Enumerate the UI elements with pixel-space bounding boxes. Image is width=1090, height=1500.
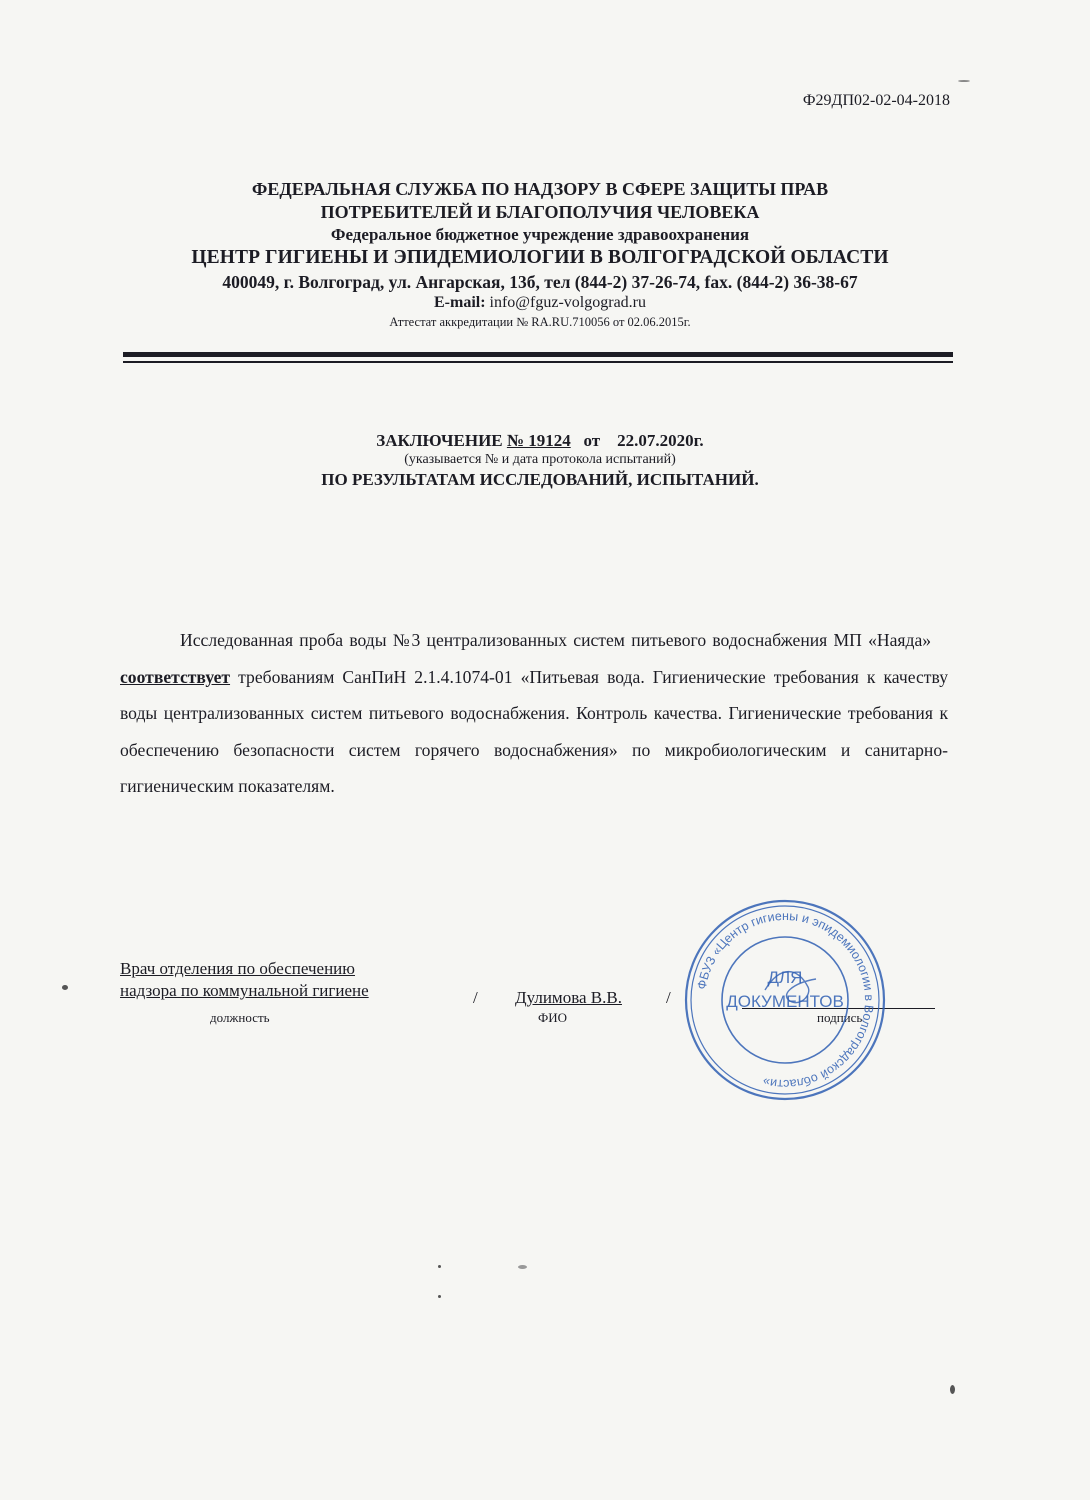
- caption-position: должность: [210, 1010, 270, 1025]
- accreditation-line: Аттестат аккредитации № RA.RU.710056 от 02.06.2015г.: [389, 314, 691, 329]
- stamp-seal: [680, 895, 890, 1105]
- header-divider-thin: [123, 361, 953, 363]
- scan-speck: [438, 1265, 441, 1268]
- institution-type: Федеральное бюджетное учреждение здравоохранения: [330, 225, 750, 245]
- conclusion-heading: [120, 430, 960, 451]
- signer-position-line-2: надзора по коммунальной гигиене: [120, 981, 369, 1000]
- stamp-ring-text: ФБУЗ «Центр гигиены и эпидемиологии в Волгоградской области»: [694, 908, 877, 1092]
- email-line: [120, 293, 960, 313]
- conclusion-title: [120, 430, 960, 490]
- scan-speck: [958, 80, 970, 82]
- signer-position: [120, 958, 369, 1002]
- signature-separator-1: /: [473, 988, 478, 1007]
- center-name: ЦЕНТР ГИГИЕНЫ И ЭПИДЕМИОЛОГИИ В ВОЛГОГРАДСКОЙ ОБЛАСТИ: [191, 246, 889, 268]
- signer-name: Дулимова В.В.: [515, 988, 622, 1007]
- stamp-center-line-1: ДЛЯ: [767, 968, 803, 987]
- agency-line-2: ПОТРЕБИТЕЛЕЙ И БЛАГОПОЛУЧИЯ ЧЕЛОВЕКА: [320, 202, 760, 223]
- conclusion-subtitle: ПО РЕЗУЛЬТАТАМ ИССЛЕДОВАНИЙ, ИСПЫТАНИЙ.: [321, 469, 759, 489]
- conclusion-number: № 19124: [506, 431, 571, 450]
- signature-separator-2: /: [666, 988, 671, 1007]
- header-divider-thick: [123, 352, 953, 357]
- conclusion-note: (указывается № и дата протокола испытаний): [404, 452, 676, 468]
- email-label: E-mail:: [433, 294, 486, 312]
- caption-signature: подпись: [817, 1010, 863, 1025]
- agency-line-1: ФЕДЕРАЛЬНАЯ СЛУЖБА ПО НАДЗОРУ В СФЕРЕ ЗАЩИТЫ ПРАВ: [251, 179, 829, 199]
- conclusion-prefix: ЗАКЛЮЧЕНИЕ: [376, 431, 503, 450]
- address-line: 400049, г. Волгоград, ул. Ангарская, 13б, тел (844-2) 37-26-74, fax. (844-2) 36-38-67: [222, 271, 858, 292]
- email-address: info@fguz-volgograd.ru: [489, 294, 646, 312]
- scan-speck: [438, 1295, 441, 1298]
- signer-position-line-1: Врач отделения по обеспечению: [120, 959, 355, 978]
- body-part-2: требованиям СанПиН 2.1.4.1074-01 «Питьевая вода. Гигиенические требования к качеству воды централизованных систем питьевого водоснабжения. Контроль качества. Гигиенические требования к обеспечению безопасности систем горячего водоснабжения» по микробиологическим и санитарно-гигиеническим показателям.: [120, 666, 948, 796]
- stamp-center-line-2: ДОКУМЕНТОВ: [726, 992, 844, 1011]
- conclusion-body: [120, 622, 948, 805]
- form-code: Ф29ДП02-02-04-2018: [802, 92, 950, 109]
- conclusion-date: 22.07.2020г.: [617, 431, 704, 450]
- verdict: соответствует: [120, 666, 231, 687]
- scan-speck: [950, 1385, 955, 1394]
- scan-speck: [62, 985, 68, 990]
- conclusion-from: от: [583, 431, 601, 450]
- body-part-1: Исследованная проба воды №3 централизованных систем питьевого водоснабжения МП «Наяда»: [180, 630, 932, 650]
- caption-name: ФИО: [538, 1010, 568, 1025]
- letterhead: [120, 178, 960, 330]
- scan-speck: [518, 1265, 527, 1269]
